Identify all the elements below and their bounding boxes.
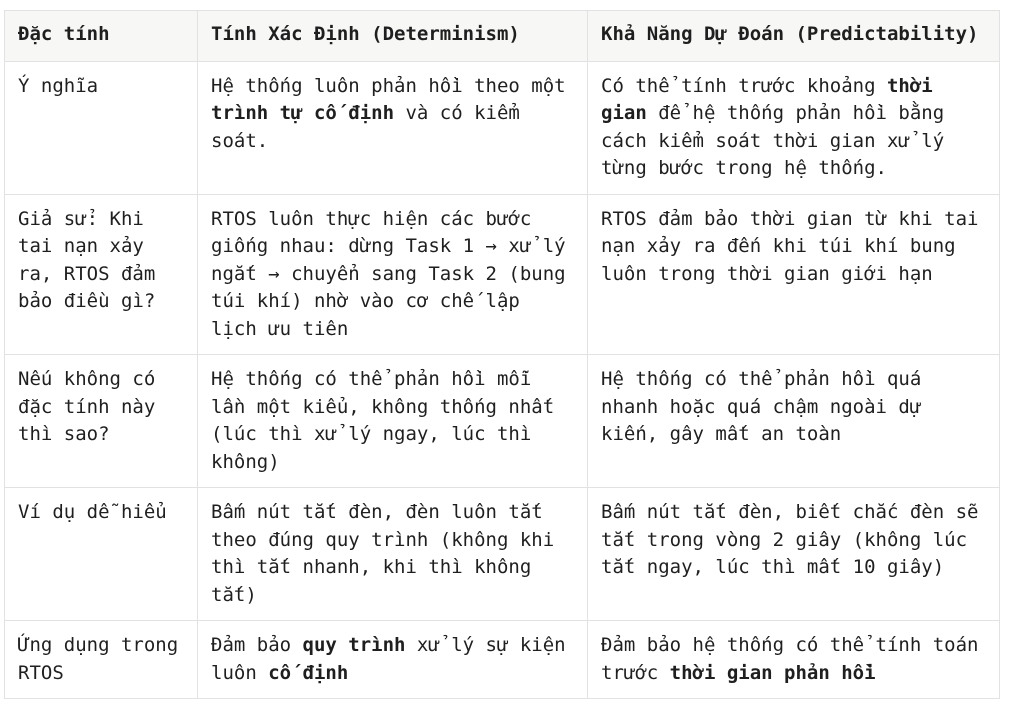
table-row [5,194,1000,355]
text: Hệ thống luôn phản hồi theo một [211,74,566,97]
cell-feature: Nếu không có đặc tính này thì sao? [5,355,198,488]
bold-text: cố định [268,661,349,684]
cell-feature: Giả sử: Khi tai nạn xảy ra, RTOS đảm bảo điều gì? [5,194,198,355]
text: Có thể tính trước khoảng [601,74,887,97]
text: và có kiểm soát. [211,102,520,152]
bold-text: thời gian phản hồi [669,661,876,684]
comparison-table [4,10,1000,699]
text: xử lý sự kiện luôn [211,634,566,684]
bold-text: quy trình [302,634,406,656]
cell-predictability: RTOS đảm bảo thời gian từ khi tai nạn xảy ra đến khi túi khí bung luôn trong thời gian giới hạn [588,194,1000,355]
text: Đảm bảo [211,634,303,656]
cell-determinism: Bấm nút tắt đèn, đèn luôn tắt theo đúng quy trình (không khi thì tắt nhanh, khi thì không tắt) [198,488,588,621]
comparison-table-container [4,10,999,699]
cell-determinism: Hệ thống có thể phản hồi mỗi lần một kiểu, không thống nhất (lúc thì xử lý ngay, lúc thì không) [198,355,588,488]
cell-predictability: Hệ thống có thể phản hồi quá nhanh hoặc quá chậm ngoài dự kiến, gây mất an toàn [588,355,1000,488]
table-row [5,621,1000,699]
header-feature: Đặc tính [5,11,198,62]
header-predictability: Khả Năng Dự Đoán (Predictability) [588,11,1000,62]
cell-feature: Ví dụ dễ hiểu [5,488,198,621]
bold-text: thời gian [601,74,933,124]
cell-predictability [588,621,1000,699]
table-header-row [5,11,1000,62]
text: để hệ thống phản hồi bằng cách kiểm soát thời gian xử lý từng bước trong hệ thống. [601,102,945,179]
table-row [5,355,1000,488]
cell-feature: Ứng dụng trong RTOS [5,621,198,699]
table-row [5,61,1000,194]
cell-determinism [198,621,588,699]
cell-feature: Ý nghĩa [5,61,198,194]
header-determinism: Tính Xác Định (Determinism) [198,11,588,62]
cell-determinism [198,61,588,194]
bold-text: trình tự cố định [211,102,395,124]
text: Đảm bảo hệ thống có thể tính toán trước [601,634,979,684]
cell-predictability [588,61,1000,194]
cell-determinism: RTOS luôn thực hiện các bước giống nhau: dừng Task 1 → xử lý ngắt → chuyển sang Task 2 (bung túi khí) nhờ vào cơ chế lập lịch ưu tiên [198,194,588,355]
table-row [5,488,1000,621]
cell-predictability: Bấm nút tắt đèn, biết chắc đèn sẽ tắt trong vòng 2 giây (không lúc tắt ngay, lúc thì mất 10 giây) [588,488,1000,621]
